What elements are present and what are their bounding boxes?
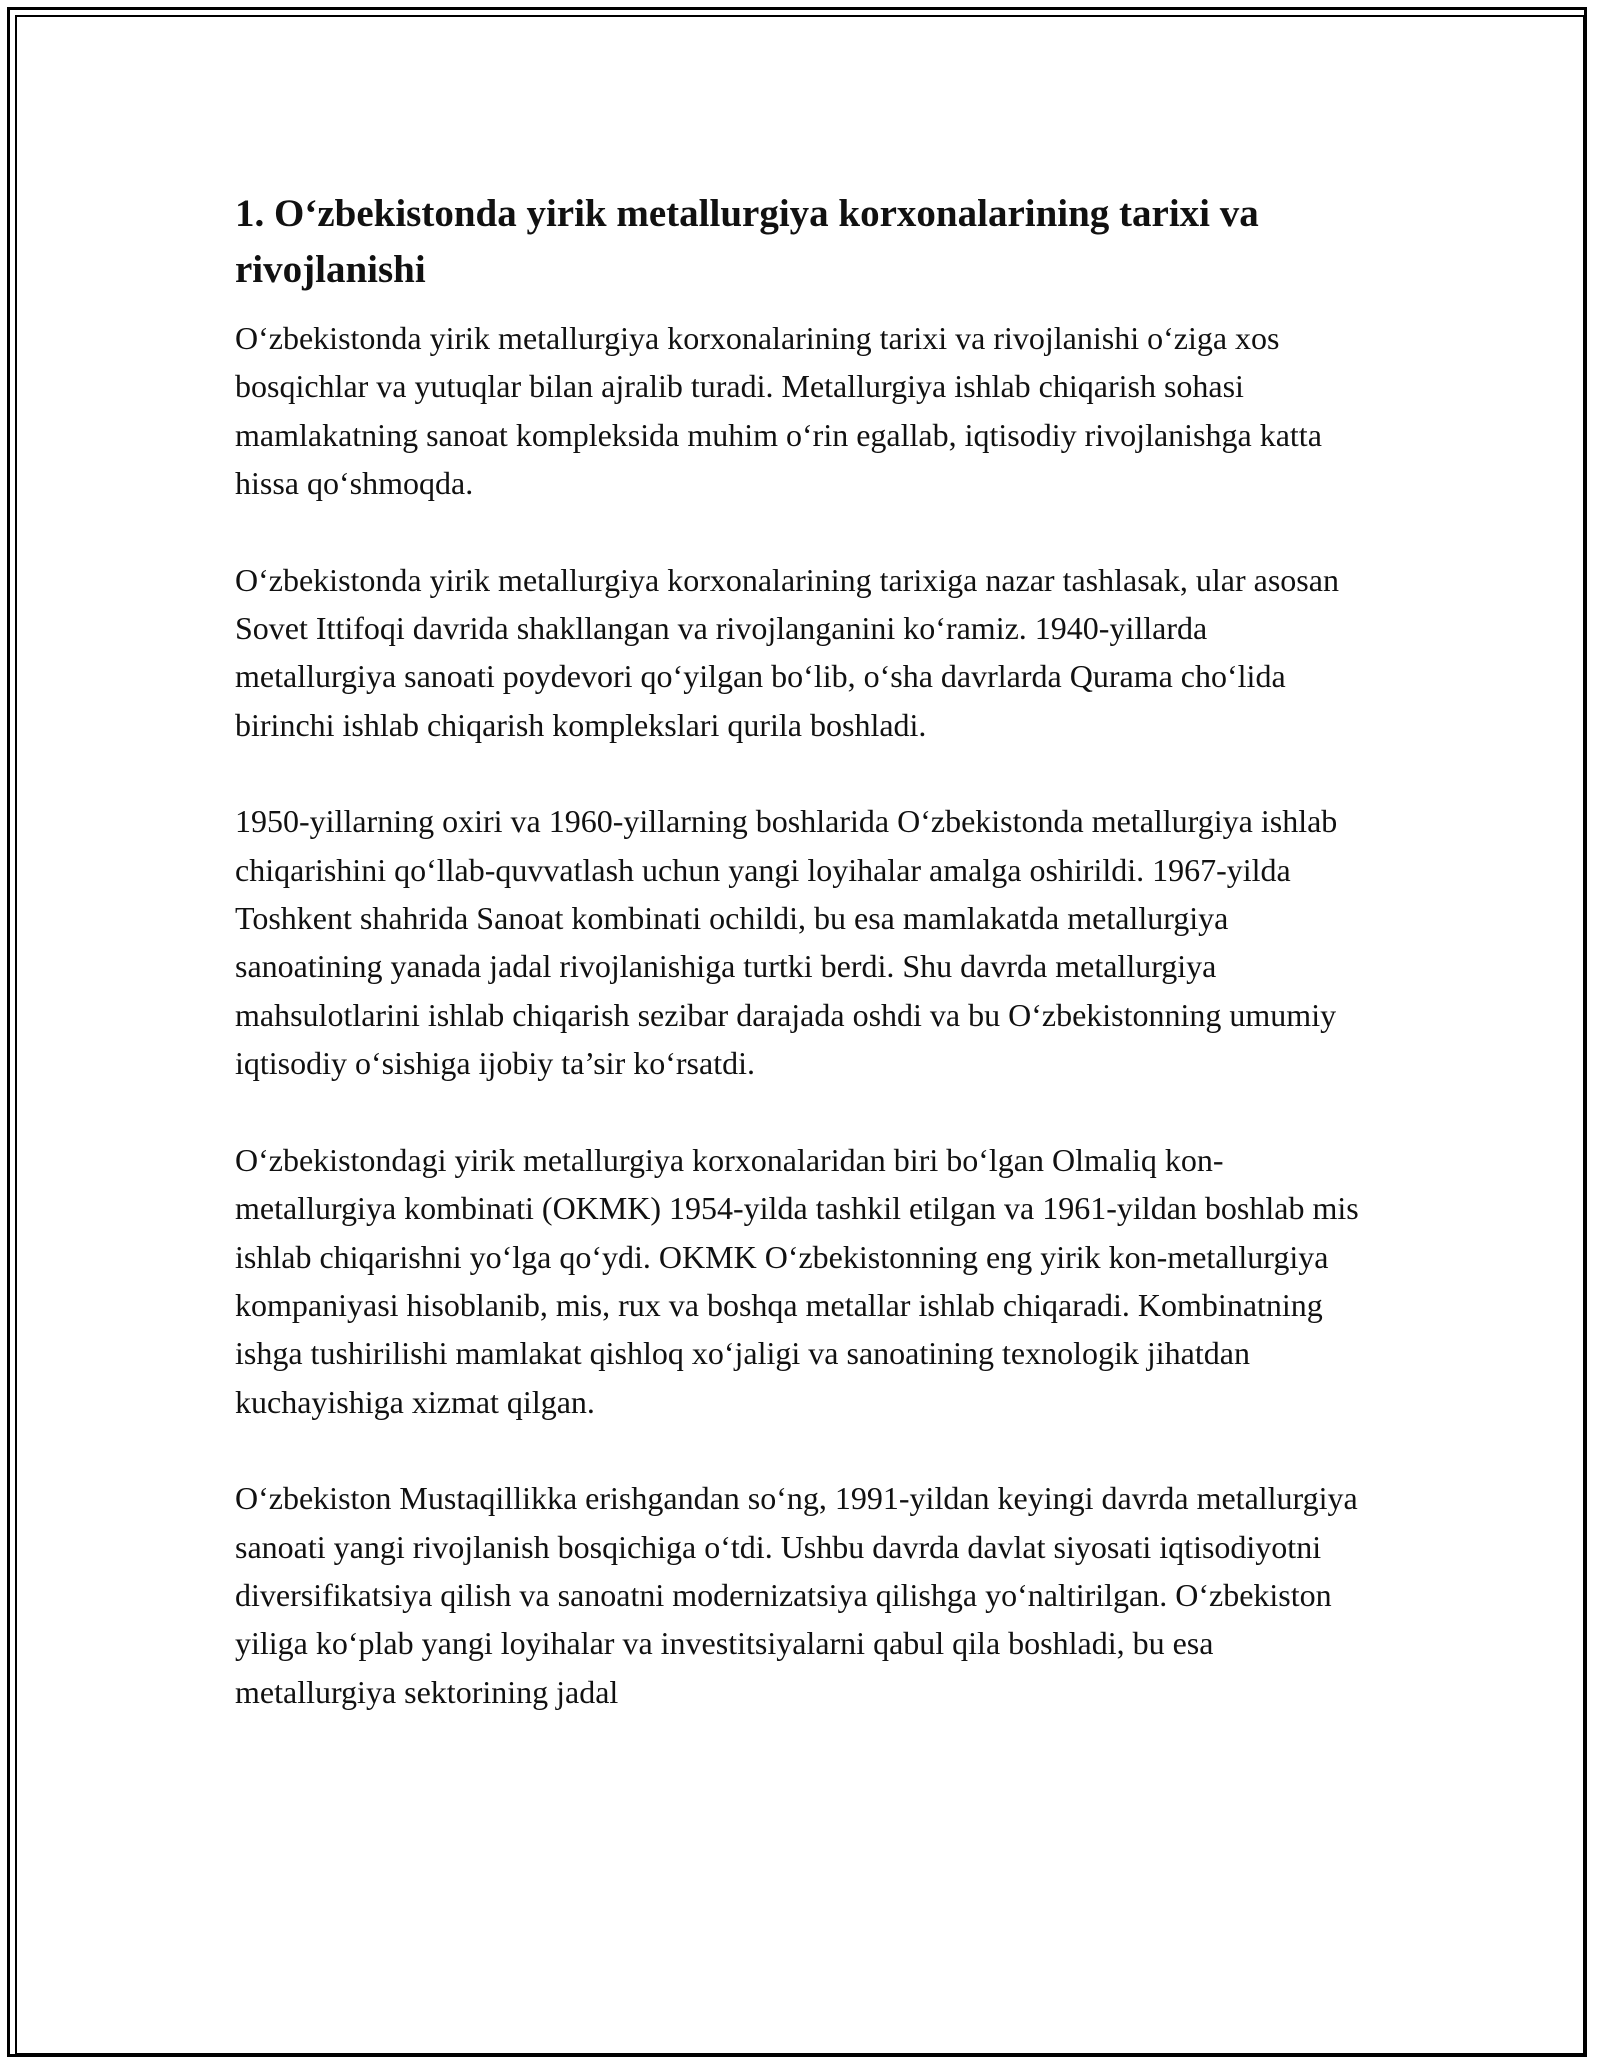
paragraph-5: O‘zbekiston Mustaqillikka erishgandan so‘ng, 1991-yildan keyingi davrda metallurgiya sanoati yangi rivojlanish bosqichiga o‘tdi. Ushbu davrda davlat siyosati iqtisodiyotni diversifikatsiya qilish va sanoatni modernizatsiya qilishga yo‘naltirilgan. O‘zbekiston yiliga ko‘plab yangi loyihalar va investitsiyalarni qabul qila boshladi, bu esa metallurgiya sektorining jadal bbox=[235, 1480, 1358, 1710]
paragraph-4: O‘zbekistondagi yirik metallurgiya korxonalaridan biri bo‘lgan Olmaliq kon-metallurgiya kombinati (OKMK) 1954-yilda tashkil etilgan va 1961-yildan boshlab mis ishlab chiqarishni yo‘lga qo‘ydi. OKMK O‘zbekistonning eng yirik kon-metallurgiya kompaniyasi hisoblanib, mis, rux va boshqa metallar ishlab chiqaradi. Kombinatning ishga tushirilishi mamlakat qishloq xo‘jaligi va sanoatining texnologik jihatdan kuchayishiga xizmat qilgan. bbox=[235, 1141, 1359, 1420]
paragraph-3: 1950-yillarning oxiri va 1960-yillarning boshlarida O‘zbekistonda metallurgiya ishlab chiqarishini qo‘llab-quvvatlash uchun yangi loyihalar amalga oshirildi. 1967-yilda Toshkent shahrida Sanoat kombinati ochildi, bu esa mamlakatda metallurgiya sanoatining yanada jadal rivojlanishiga turtki berdi. Shu davrda metallurgiya mahsulotlarini ishlab chiqarish sezibar darajada oshdi va bu O‘zbekistonning umumiy iqtisodiy o‘sishiga ijobiy ta’sir ko‘rsatdi. bbox=[235, 803, 1338, 1082]
document-body bbox=[235, 186, 1375, 1764]
paragraph-1: O‘zbekistonda yirik metallurgiya korxonalarining tarixi va rivojlanishi o‘ziga xos bosqichlar va yutuqlar bilan ajralib turadi. Metallurgiya ishlab chiqarish sohasi mamlakatning sanoat kompleksida muhim o‘rin egallab, iqtisodiy rivojlanishga katta hissa qo‘shmoqda. bbox=[235, 320, 1322, 502]
section-heading: 1. O‘zbekistonda yirik metallurgiya korxonalarining tarixi va rivojlanishi bbox=[235, 192, 1259, 291]
paragraph-2: O‘zbekistonda yirik metallurgiya korxonalarining tarixiga nazar tashlasak, ular asosan Sovet Ittifoqi davrida shakllangan va rivojlanganini ko‘ramiz. 1940-yillarda metallurgiya sanoati poydevori qo‘yilgan bo‘lib, o‘sha davrlarda Qurama cho‘lida birinchi ishlab chiqarish komplekslari qurila boshladi. bbox=[235, 561, 1339, 743]
